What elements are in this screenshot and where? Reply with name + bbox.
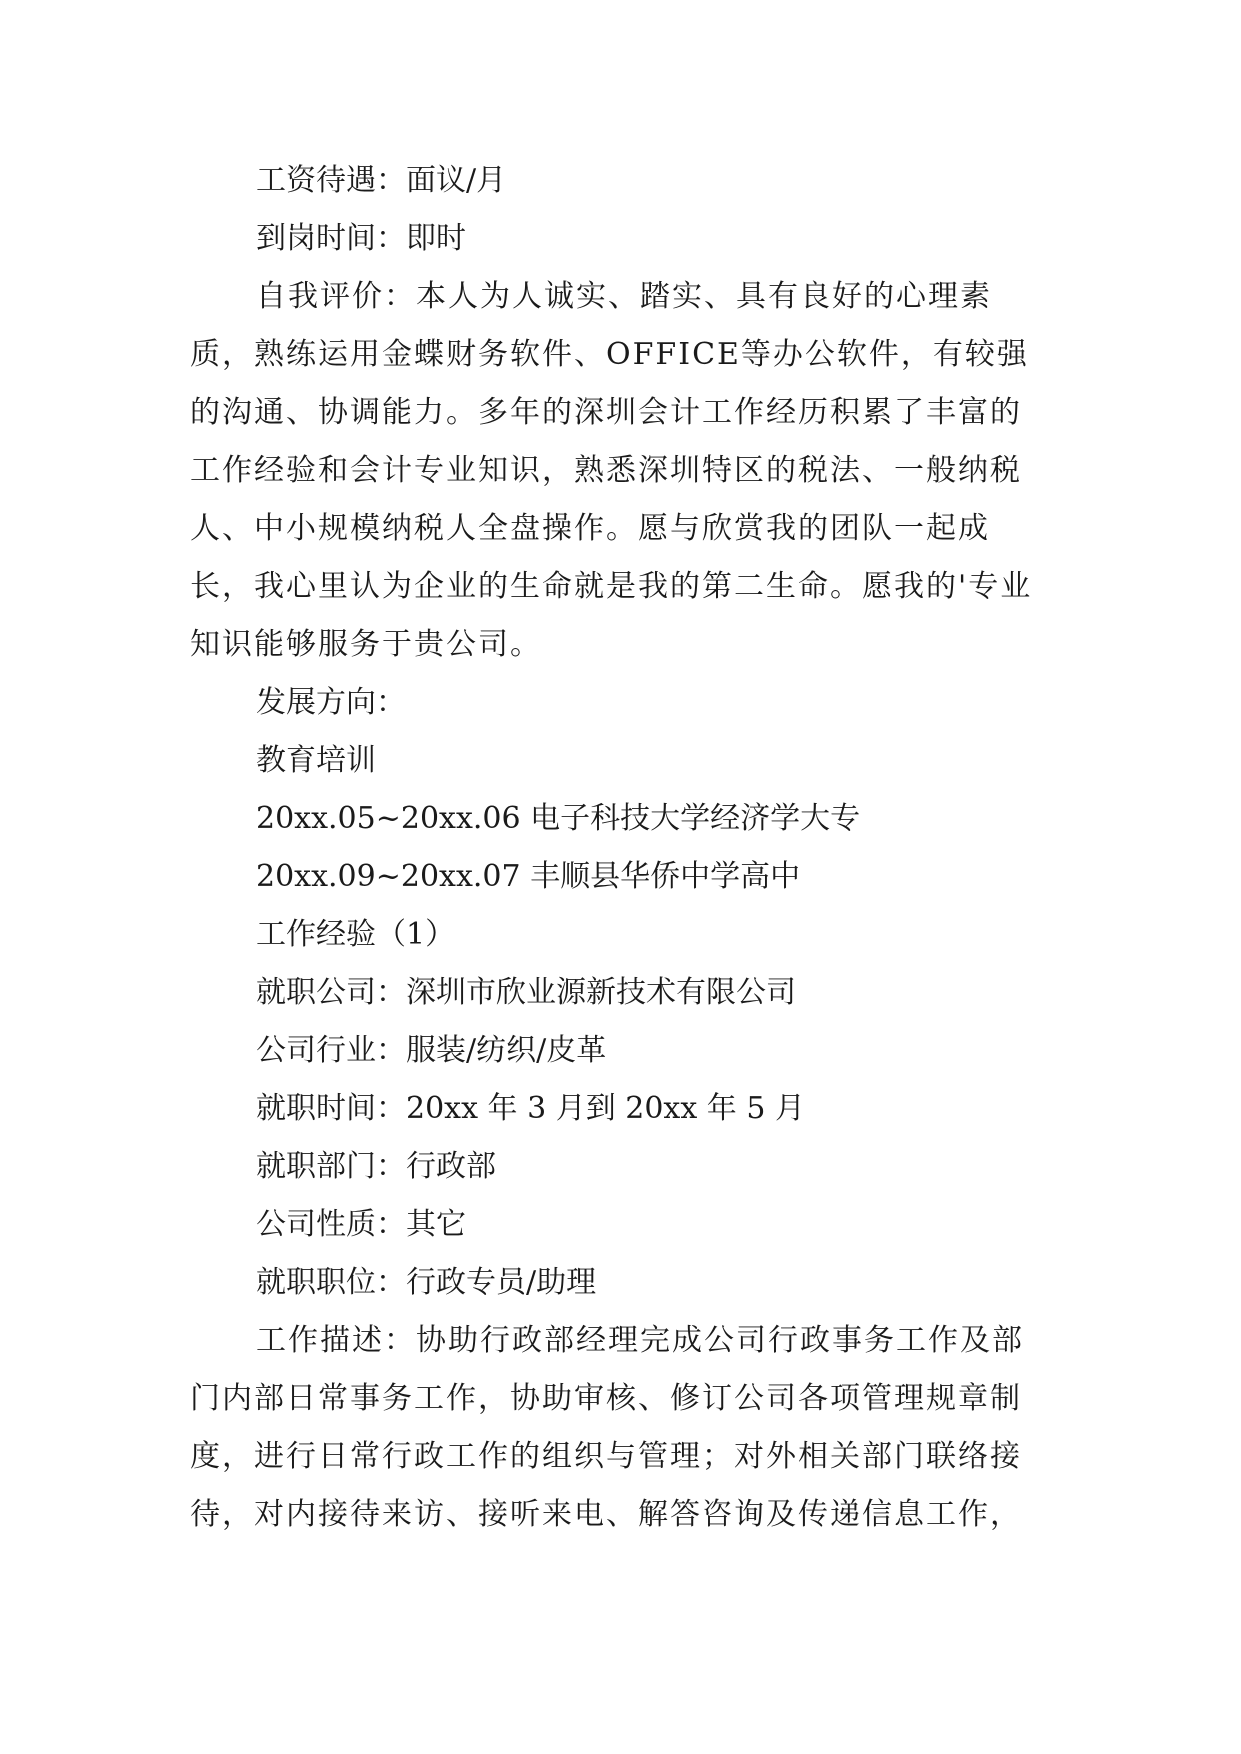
self-evaluation-paragraph: 自我评价：本人为人诚实、踏实、具有良好的心理素质，熟练运用金蝶财务软件、OFFICE等办公软件，有较强的沟通、协调能力。多年的深圳会计工作经历积累了丰富的工作经验和会计专业知识，熟悉深圳特区的税法、一般纳税人、中小规模纳税人全盘操作。愿与欣赏我的团队一起成长，我心里认为企业的生命就是我的第二生命。愿我的'专业知识能够服务于贵公司。	[190, 279, 1033, 662]
work-field-company-type: 公司性质：其它	[256, 1207, 466, 1242]
salary-line: 工资待遇：面议/月	[256, 163, 507, 198]
education-heading: 教育培训	[256, 743, 376, 778]
work-field-period: 就职时间：20xx 年 3 月到 20xx 年 5 月	[256, 1091, 805, 1126]
work-description-paragraph: 工作描述：协助行政部经理完成公司行政事务工作及部门内部日常事务工作，协助审核、修订公司各项管理规章制度，进行日常行政工作的组织与管理；对外相关部门联络接待，对内接待来访、接听来电、解答咨询及传递信息工作，	[190, 1323, 1024, 1532]
work-field-company: 就职公司：深圳市欣业源新技术有限公司	[256, 975, 796, 1010]
work-field-department: 就职部门：行政部	[256, 1149, 496, 1184]
document-page	[190, 152, 1052, 1544]
education-item: 20xx.05~20xx.06 电子科技大学经济学大专	[256, 801, 861, 836]
education-item: 20xx.09~20xx.07 丰顺县华侨中学高中	[256, 859, 801, 894]
work-field-industry: 公司行业：服装/纺织/皮革	[256, 1033, 607, 1068]
work-field-position: 就职职位：行政专员/助理	[256, 1265, 597, 1300]
development-direction-line: 发展方向：	[256, 685, 406, 720]
work-experience-heading: 工作经验（1）	[256, 917, 456, 952]
start-time-line: 到岗时间：即时	[256, 221, 466, 256]
